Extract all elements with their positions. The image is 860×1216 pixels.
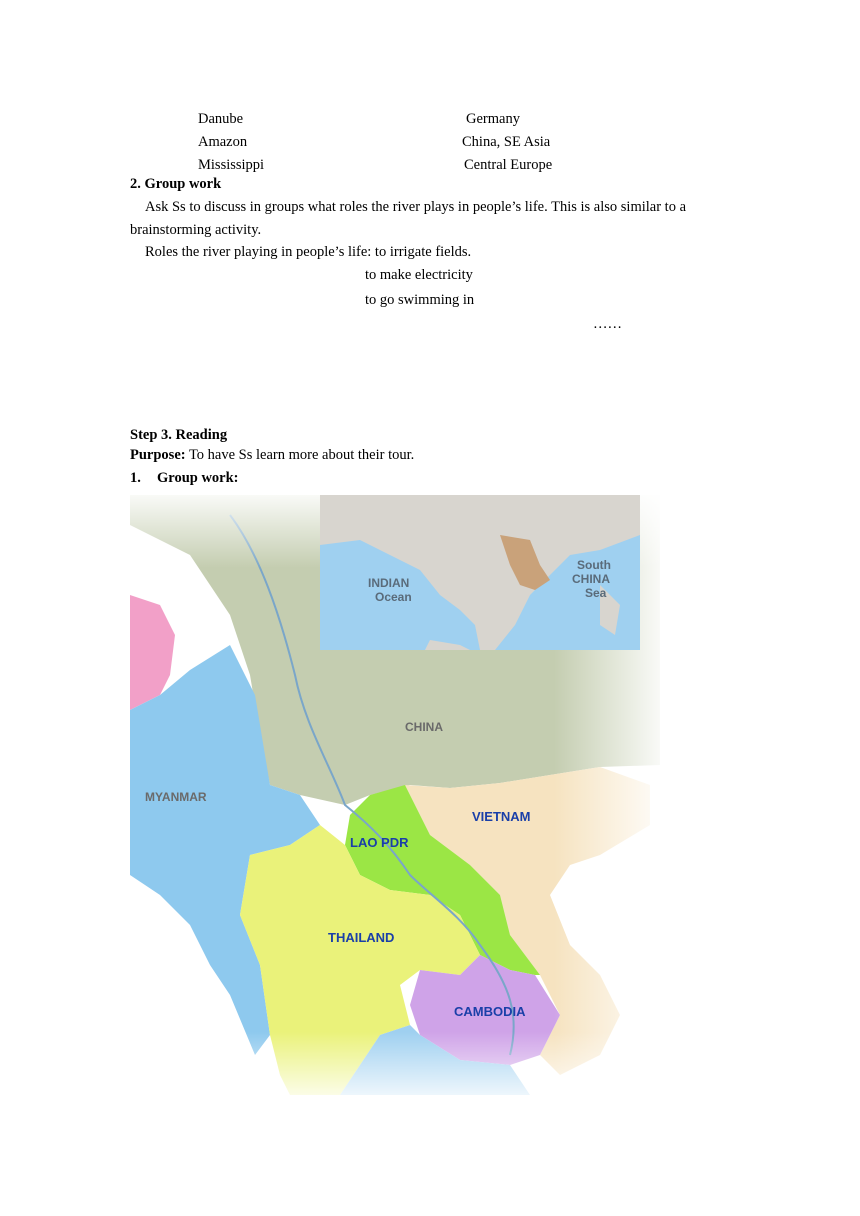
instruction-line-1: Ask Ss to discuss in groups what roles the river plays in people’s life. This is also similar to a	[145, 199, 687, 215]
purpose-text: To have Ss learn more about their tour.	[185, 447, 415, 463]
thailand-label: THAILAND	[328, 930, 395, 945]
inset-ocean-label: Ocean	[375, 590, 412, 604]
role-item: to make electricity	[365, 267, 473, 283]
place-germany: Germany	[466, 111, 520, 127]
group-work-item: Group work:	[157, 470, 239, 486]
place-china-se-asia: China, SE Asia	[462, 134, 551, 150]
vietnam-label: VIETNAM	[472, 809, 531, 824]
mekong-region-map	[130, 495, 660, 1105]
inset-map	[320, 495, 640, 650]
group-work-heading: 2. Group work	[130, 176, 222, 192]
river-mississippi: Mississippi	[198, 157, 265, 173]
ellipsis: ……	[593, 316, 622, 332]
myanmar-label: MYANMAR	[145, 790, 207, 804]
purpose-line	[130, 446, 414, 464]
laos-label: LAO PDR	[350, 835, 409, 850]
roles-intro: Roles the river playing in people’s life: to irrigate fields.	[145, 244, 472, 260]
role-item: to go swimming in	[365, 292, 475, 308]
item-number: 1.	[130, 470, 141, 486]
instruction-line-2: brainstorming activity.	[130, 222, 262, 238]
inset-china-sea-label: CHINA	[572, 572, 610, 586]
cambodia-label: CAMBODIA	[454, 1004, 526, 1019]
inset-south-label: South	[577, 558, 611, 572]
river-amazon: Amazon	[198, 134, 248, 150]
purpose-label: Purpose:	[130, 447, 186, 463]
step3-heading: Step 3. Reading	[130, 427, 228, 443]
place-central-europe: Central Europe	[464, 157, 553, 173]
china-label: CHINA	[405, 720, 443, 734]
river-danube: Danube	[198, 111, 244, 127]
inset-sea-label: Sea	[585, 586, 607, 600]
inset-indian-label: INDIAN	[368, 576, 410, 590]
